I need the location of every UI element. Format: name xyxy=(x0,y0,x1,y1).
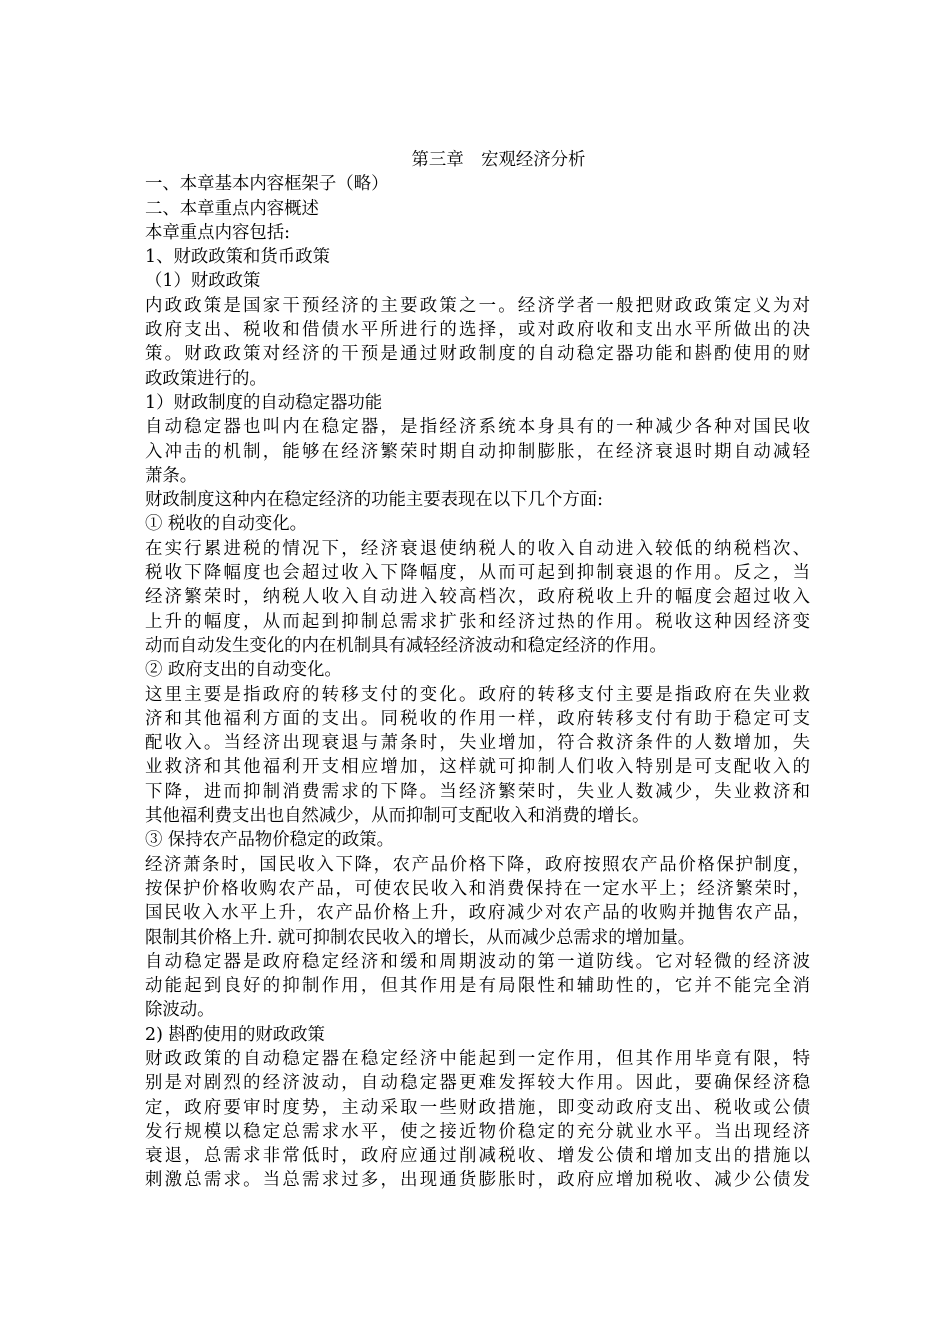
paragraph-discretionary-policy xyxy=(145,1047,810,1193)
paragraph-line: 定，政府要审时度势，主动采取一些财政措施，即变动政府支出、税收或公债 xyxy=(145,1097,810,1118)
paragraph-line: 经济繁荣时，纳税人收入自动进入较高档次，政府税收上升的幅度会超过收入 xyxy=(145,587,810,608)
paragraph-line: 动而自动发生变化的内在机制具有减轻经济波动和稳定经济的作用。 xyxy=(145,635,667,656)
heading-framework: 一、本章基本内容框架子（略） xyxy=(145,174,389,195)
paragraph-farm-price xyxy=(145,853,810,950)
heading-fiscal-monetary: 1、财政政策和货币政策 xyxy=(145,247,330,268)
heading-overview: 二、本章重点内容概述 xyxy=(145,198,319,219)
heading-spending-change: ② 政府支出的自动变化。 xyxy=(145,660,342,681)
paragraph-line: 动能起到良好的抑制作用，但其作用是有局限性和辅助性的，它并不能完全消 xyxy=(145,976,810,997)
paragraph-line: 别是对剧烈的经济波动，自动稳定器更难发挥较大作用。因此，要确保经济稳 xyxy=(145,1073,810,1094)
paragraph-line: 这里主要是指政府的转移支付的变化。政府的转移支付主要是指政府在失业救 xyxy=(145,684,810,705)
paragraph-line: 国民收入水平上升，农产品价格上升，政府减少对农产品的收购并抛售农产品， xyxy=(145,903,810,924)
paragraph-line: 除波动。 xyxy=(145,1000,215,1021)
heading-stabilizer-aspects: 财政制度这种内在稳定经济的功能主要表现在以下几个方面: xyxy=(145,490,604,511)
paragraph-tax-change xyxy=(145,537,810,658)
paragraph-line: 上升的幅度，从而起到抑制总需求扩张和经济过热的作用。税收这种因经济变 xyxy=(145,611,810,632)
paragraph-line: 在实行累进税的情况下，经济衰退使纳税人的收入自动进入较低的纳税档次、 xyxy=(145,538,810,559)
paragraph-fiscal-definition xyxy=(145,294,810,391)
chapter-title: 第三章 宏观经济分析 xyxy=(411,150,586,170)
paragraph-line: 下降，进而抑制消费需求的下降。当经济繁荣时，失业人数减少，失业救济和 xyxy=(145,781,810,802)
paragraph-line: 济和其他福利方面的支出。同税收的作用一样，政府转移支付有助于稳定可支 xyxy=(145,708,810,729)
heading-discretionary-policy: 2) 斟酌使用的财政政策 xyxy=(145,1024,325,1045)
paragraph-line: 按保护价格收购农产品，可使农民收入和消费保持在一定水平上；经济繁荣时， xyxy=(145,878,810,899)
paragraph-first-defense xyxy=(145,950,810,1023)
paragraph-spending-change xyxy=(145,683,810,829)
paragraph-line: 萧条。 xyxy=(145,465,198,486)
paragraph-line: 自动稳定器是政府稳定经济和缓和周期波动的第一道防线。它对轻微的经济波 xyxy=(145,951,810,972)
paragraph-line: 入冲击的机制，能够在经济繁荣时期自动抑制膨胀，在经济衰退时期自动减轻 xyxy=(145,441,810,462)
heading-tax-change: ① 税收的自动变化。 xyxy=(145,514,308,535)
paragraph-line: 限制其价格上升. 就可抑制农民收入的增长，从而减少总需求的增加量。 xyxy=(145,927,696,948)
paragraph-line: 其他福利费支出也自然减少，从而抑制可支配收入和消费的增长。 xyxy=(145,806,650,827)
paragraph-line: 经济萧条时，国民收入下降，农产品价格下降，政府按照农产品价格保护制度， xyxy=(145,854,810,875)
document-page xyxy=(145,148,810,1193)
heading-farm-price: ③ 保持农产品物价稳定的政策。 xyxy=(145,830,394,851)
paragraph-line: 策。财政政策对经济的干预是通过财政制度的自动稳定器功能和斟酌使用的财 xyxy=(145,344,810,365)
paragraph-line: 自动稳定器也叫内在稳定器，是指经济系统本身具有的一种减少各种对国民收 xyxy=(145,417,810,438)
paragraph-line: 配收入。当经济出现衰退与萧条时，失业增加，符合救济条件的人数增加，失 xyxy=(145,733,810,754)
paragraph-line: 税收下降幅度也会超过收入下降幅度，从而可起到抑制衰退的作用。反之，当 xyxy=(145,563,810,584)
paragraph-line: 业救济和其他福利开支相应增加，这样就可抑制人们收入特别是可支配收入的 xyxy=(145,757,810,778)
paragraph-auto-stabilizer xyxy=(145,415,810,488)
paragraph-line: 政府支出、税收和借债水平所进行的选择，或对政府收和支出水平所做出的决 xyxy=(145,320,810,341)
heading-auto-stabilizer: 1）财政制度的自动稳定器功能 xyxy=(145,392,383,413)
paragraph-line: 财政政策的自动稳定器在稳定经济中能起到一定作用，但其作用毕竟有限，特 xyxy=(145,1048,810,1069)
paragraph-line: 内政政策是国家干预经济的主要政策之一。经济学者一般把财政政策定义为对 xyxy=(145,295,810,316)
paragraph-line: 衰退，总需求非常低时，政府应通过削减税收、增发公债和增加支出的措施以 xyxy=(145,1146,810,1167)
heading-key-points: 本章重点内容包括: xyxy=(145,222,290,243)
paragraph-line: 发行规模以稳定总需求水平，使之接近物价稳定的充分就业水平。当出现经济 xyxy=(145,1121,810,1142)
paragraph-line: 政政策进行的。 xyxy=(145,368,267,389)
paragraph-line: 刺激总需求。当总需求过多，出现通货膨胀时，政府应增加税收、减少公债发 xyxy=(145,1170,810,1191)
heading-fiscal-policy: （1）财政政策 xyxy=(145,271,261,292)
